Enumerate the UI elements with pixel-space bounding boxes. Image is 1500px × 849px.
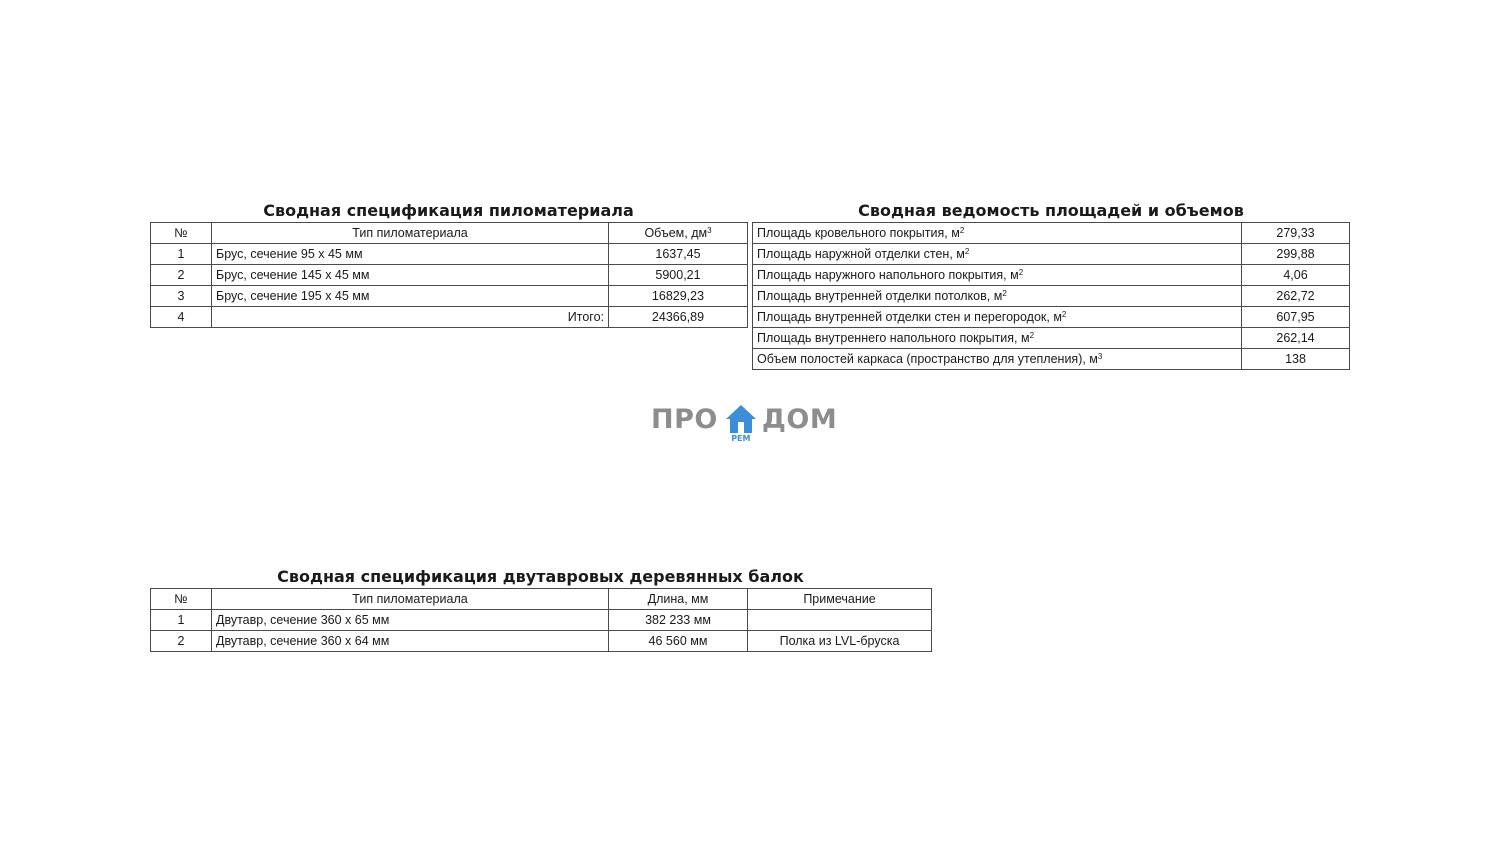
table-row (151, 286, 748, 307)
table-row (151, 631, 932, 652)
row-label: Площадь кровельного покрытия, $м^2$ (753, 223, 1242, 244)
table-row (753, 223, 1350, 244)
areas-spec-block (752, 201, 1350, 370)
table-header-row (151, 589, 932, 610)
beams-spec-title: Сводная спецификация двутавровых деревянных балок (277, 567, 804, 586)
table-row (753, 265, 1350, 286)
beams-spec-block (150, 567, 932, 652)
row-label: Площадь внутренней отделки потолков, $м^2$ (753, 286, 1242, 307)
total-label: Итого: (212, 307, 609, 328)
row-note: Полка из LVL-бруска (748, 631, 932, 652)
header-num: № (151, 223, 212, 244)
row-length: 46 560 мм (609, 631, 748, 652)
areas-spec-title: Сводная ведомость площадей и объемов (858, 201, 1244, 220)
logo-text-left: ПРО (651, 404, 718, 435)
table-row (753, 349, 1350, 370)
logo-small-text: РЕМ (731, 434, 751, 443)
row-label: Объем полостей каркаса (пространство для утепления), $м^3$ (753, 349, 1242, 370)
row-type: Двутавр, сечение 360 х 64 мм (212, 631, 609, 652)
row-label: Площадь наружного напольного покрытия, $м^2$ (753, 265, 1242, 286)
row-volume: 16829,23 (609, 286, 748, 307)
table-row (753, 328, 1350, 349)
row-num: 3 (151, 286, 212, 307)
row-num: 1 (151, 244, 212, 265)
row-value: 262,14 (1242, 328, 1350, 349)
row-num: 1 (151, 610, 212, 631)
header-num: № (151, 589, 212, 610)
row-type: Брус, сечение 195 х 45 мм (212, 286, 609, 307)
row-note (748, 610, 932, 631)
row-volume: 5900,21 (609, 265, 748, 286)
row-type: Брус, сечение 95 х 45 мм (212, 244, 609, 265)
row-value: 279,33 (1242, 223, 1350, 244)
row-type: Двутавр, сечение 360 х 65 мм (212, 610, 609, 631)
table-total-row (151, 307, 748, 328)
row-value: 138 (1242, 349, 1350, 370)
row-value: 4,06 (1242, 265, 1350, 286)
table-header-row (151, 223, 748, 244)
header-type: Тип пиломатериала (212, 589, 609, 610)
row-label: Площадь внутреннего напольного покрытия, $м^2$ (753, 328, 1242, 349)
table-row (151, 265, 748, 286)
areas-spec-table (752, 222, 1350, 370)
table-row (151, 244, 748, 265)
row-label: Площадь наружной отделки стен, $м^2$ (753, 244, 1242, 265)
table-row (151, 610, 932, 631)
table-row (753, 307, 1350, 328)
total-num: 4 (151, 307, 212, 328)
house-icon (724, 404, 758, 446)
table-row (753, 286, 1350, 307)
header-length: Длина, мм (609, 589, 748, 610)
header-volume: Объем, $дм^3$ (609, 223, 748, 244)
lumber-spec-block (150, 201, 748, 328)
row-length: 382 233 мм (609, 610, 748, 631)
row-volume: 1637,45 (609, 244, 748, 265)
row-num: 2 (151, 631, 212, 652)
lumber-spec-title: Сводная спецификация пиломатериала (263, 201, 634, 220)
row-value: 607,95 (1242, 307, 1350, 328)
beams-spec-table (150, 588, 932, 652)
total-volume: 24366,89 (609, 307, 748, 328)
row-num: 2 (151, 265, 212, 286)
row-value: 262,72 (1242, 286, 1350, 307)
header-note: Примечание (748, 589, 932, 610)
row-label: Площадь внутренней отделки стен и перегородок, $м^2$ (753, 307, 1242, 328)
logo-text-right: ДОМ (761, 404, 838, 435)
pro-rem-dom-logo (651, 404, 851, 446)
row-type: Брус, сечение 145 х 45 мм (212, 265, 609, 286)
header-type: Тип пиломатериала (212, 223, 609, 244)
lumber-spec-table (150, 222, 748, 328)
row-value: 299,88 (1242, 244, 1350, 265)
table-row (753, 244, 1350, 265)
